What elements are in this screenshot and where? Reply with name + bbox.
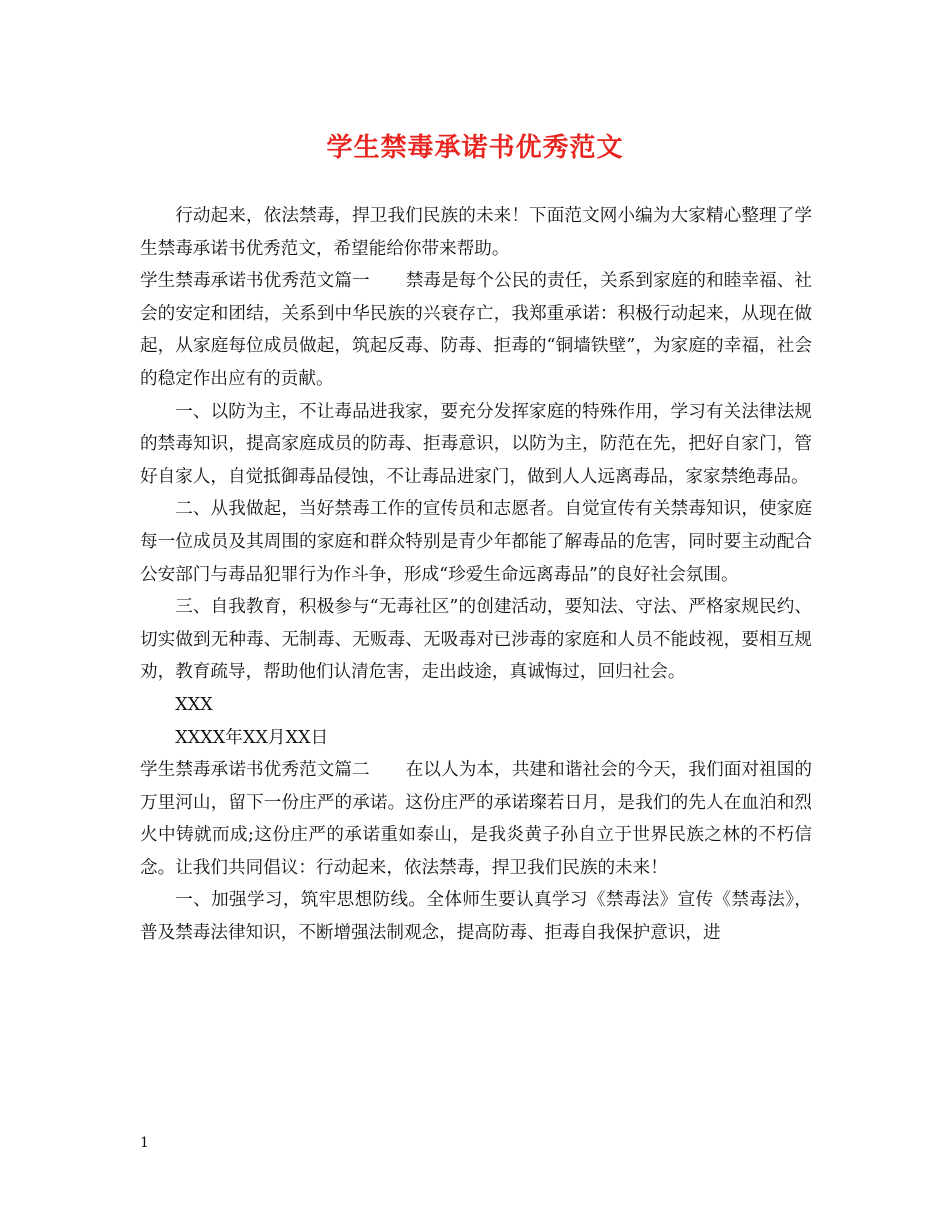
page-title: 学生禁毒承诺书优秀范文: [326, 133, 624, 163]
section-1-item-1: 一、以防为主，不让毒品进我家，要充分发挥家庭的特殊作用，学习有关法律法规的禁毒知识，提高家庭成员的防毒、拒毒意识，以防为主，防范在先，把好自家门，管好自家人，自觉抵御毒品侵蚀，不让毒品进家门，做到人人远离毒品，家家禁绝毒品。: [140, 401, 812, 487]
section-2-paragraph: [140, 754, 812, 884]
section-2-item-1: 一、加强学习，筑牢思想防线。全体师生要认真学习《禁毒法》宣传《禁毒法》，普及禁毒法律知识，不断增强法制观念，提高防毒、拒毒自我保护意识，进: [140, 890, 812, 944]
section-1-lead: 禁毒是每个公民的责任，关系到家庭的和睦幸福、社会的安定和团结，关系到中华民族的兴衰存亡，我郑重承诺：积极行动起来，从现在做起，从家庭每位成员做起，筑起反毒、防毒、拒毒的“铜墙铁壁”，为家庭的幸福，社会的稳定作出应有的贡献。: [140, 271, 812, 389]
section-2-heading: 学生禁毒承诺书优秀范文篇二: [140, 760, 370, 781]
section-1-item-2: 二、从我做起，当好禁毒工作的宣传员和志愿者。自觉宣传有关禁毒知识，使家庭每一位成员及其周围的家庭和群众特别是青少年都能了解毒品的危害，同时要主动配合公安部门与毒品犯罪行为作斗争，形成“珍爱生命远离毒品”的良好社会氛围。: [140, 499, 812, 585]
section-1-paragraph: [140, 265, 812, 395]
signature-line: XXX: [175, 694, 213, 715]
section-1-item-3: 三、自我教育，积极参与“无毒社区”的创建活动，要知法、守法、严格家规民约、切实做到无种毒、无制毒、无贩毒、无吸毒对已涉毒的家庭和人员不能歧视，要相互规劝，教育疏导，帮助他们认清危害，走出歧途，真诚悔过，回归社会。: [140, 597, 812, 683]
section-2-lead: 在以人为本，共建和谐社会的今天，我们面对祖国的万里河山，留下一份庄严的承诺。这份庄严的承诺璨若日月，是我们的先人在血泊和烈火中铸就而成;这份庄严的承诺重如泰山，是我炎黄子孙自立于世界民族之林的不朽信念。让我们共同倡议：行动起来，依法禁毒，捍卫我们民族的未来！: [140, 760, 812, 878]
page-number: 1: [140, 1135, 149, 1151]
document-body: [140, 200, 812, 950]
section-1-heading: 学生禁毒承诺书优秀范文篇一: [140, 271, 370, 292]
date-line: XXXX年XX月XX日: [175, 727, 329, 748]
intro-paragraph: 行动起来，依法禁毒，捍卫我们民族的未来！下面范文网小编为大家精心整理了学生禁毒承诺书优秀范文，希望能给你带来帮助。: [140, 206, 812, 259]
